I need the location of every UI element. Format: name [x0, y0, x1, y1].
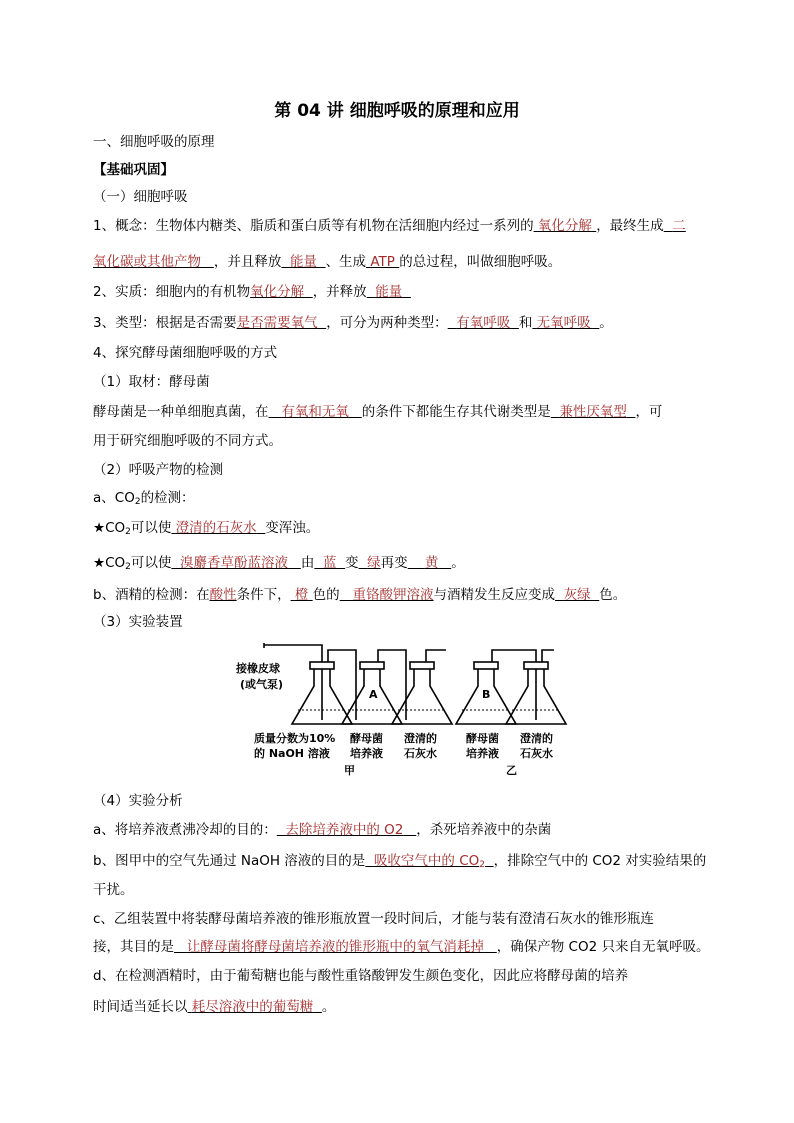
answer-blank: 能量 — [289, 254, 317, 270]
analysis-c-1: c、乙组装置中将装酵母菌培养液的锥形瓶放置一段时间后，才能与装有澄清石灰水的锥形瓶连 — [93, 911, 654, 927]
lime-label-3: 澄清的 — [520, 732, 553, 745]
answer-blank: 酸性 — [209, 587, 237, 603]
answer-blank: 二 — [672, 218, 686, 234]
apparatus-diagram — [236, 640, 576, 780]
analysis-b-1: b、图甲中的空气先通过 NaOH 溶液的目的是 吸收空气中的 $CO_2$ ，排除空气中的 CO2 对实验结果的 — [93, 853, 707, 870]
answer-blank: 黄 — [424, 555, 439, 571]
answer-blank: 耗尽溶液中的葡萄糖 — [191, 999, 314, 1015]
answer-blank: 让酵母菌将酵母菌培养液的锥形瓶中的氧气消耗掉 — [186, 939, 484, 955]
page-title: 第 04 讲 细胞呼吸的原理和应用 — [274, 101, 520, 121]
answer-blank: 蓝 — [322, 555, 337, 571]
alcohol-test: b、酒精的检测：在酸性条件下， 橙 色的 重铬酸钾溶液与酒精发生反应变成 灰绿 色。 — [93, 587, 627, 603]
yeast-a-label-2: 培养液 — [350, 747, 383, 760]
answer-blank: 溴麝香草酚蓝溶液 — [179, 555, 288, 571]
lime-label-1: 澄清的 — [404, 732, 437, 745]
subsection-heading: （一）细胞呼吸 — [93, 189, 188, 205]
answer-blank: 橙 — [294, 587, 309, 603]
answer-blank: 氧化碳或其他产物 — [93, 254, 201, 270]
analysis-label: （4）实验分析 — [93, 793, 183, 809]
naoh-label-2: 的 NaOH 溶液 — [254, 747, 330, 760]
answer-blank: 灰绿 — [563, 587, 591, 603]
answer-blank: 氧化分解 — [537, 218, 592, 234]
concept-text: 1、概念：生物体内糖类、脂质和蛋白质等有机物在活细胞内经过一系列的 — [93, 218, 534, 234]
concept-line-1: 1、概念：生物体内糖类、脂质和蛋白质等有机物在活细胞内经过一系列的 氧化分解 ，最终生成 二 — [93, 218, 686, 234]
essence-line: 2、实质：细胞内的有机物氧化分解 ，并释放 能量 — [93, 282, 411, 302]
yeast-b-label-2: 培养液 — [466, 747, 499, 760]
group-jia-label: 甲 — [344, 764, 355, 777]
analysis-d-2: 时间适当延长以 耗尽溶液中的葡萄糖 。 — [93, 999, 336, 1015]
lime-label-4: 石灰水 — [520, 747, 553, 760]
flask-a-label: A — [369, 688, 378, 701]
analysis-c-2: 接，其目的是 让酵母菌将酵母菌培养液的锥形瓶中的氧气消耗掉 ，确保产物 CO2 只来自无氧呼吸。 — [93, 939, 710, 955]
concept-line-2: 氧化碳或其他产物 ，并且释放 能量 、生成 ATP 的总过程，叫做细胞呼吸。 — [93, 254, 562, 270]
yeast-a-label-1: 酵母菌 — [350, 732, 383, 745]
explore-heading: 4、探究酵母菌细胞呼吸的方式 — [93, 345, 278, 361]
yeast-line-1: 酵母菌是一种单细胞真菌，在 有氧和无氧 的条件下都能生存其代谢类型是 兼性厌氧型 ，可 — [93, 404, 663, 420]
analysis-a: a、将培养液煮沸冷却的目的： 去除培养液中的 O2 ，杀死培养液中的杂菌 — [93, 822, 552, 838]
analysis-b-2: 干扰。 — [93, 882, 134, 898]
flask-b-label: B — [482, 688, 491, 701]
yeast-line-2: 用于研究细胞呼吸的不同方式。 — [93, 433, 282, 449]
lime-label-2: 石灰水 — [404, 747, 437, 760]
pump-label: 接橡皮球 — [236, 662, 280, 675]
material-label: （1）取材：酵母菌 — [93, 374, 210, 390]
answer-blank: 吸收空气中的 $CO_2$ — [373, 853, 485, 870]
answer-blank: 兼性厌氧型 — [559, 404, 627, 420]
answer-blank: 去除培养液中的 O2 — [285, 822, 404, 838]
co2-label: a、$CO_2$的检测： — [93, 490, 195, 507]
answer-blank: 澄清的石灰水 — [175, 520, 257, 536]
group-yi-label: 乙 — [506, 764, 517, 777]
co2-test-a: $★CO_2$可以使 澄清的石灰水 变浑浊。 — [93, 520, 320, 537]
answer-blank: ATP — [370, 254, 395, 270]
yeast-b-label-1: 酵母菌 — [466, 732, 499, 745]
answer-blank: 氧化分解 — [250, 284, 305, 300]
answer-blank: 有氧和无氧 — [281, 404, 349, 420]
answer-blank: 无氧呼吸 — [536, 315, 591, 331]
analysis-d-1: d、在检测酒精时，由于葡萄糖也能与酸性重铬酸钾发生颜色变化，因此应将酵母菌的培养 — [93, 968, 629, 984]
types-line: 3、类型：根据是否需要是否需要氧气 ，可分为两种类型： 有氧呼吸 和 无氧呼吸 。 — [93, 315, 613, 331]
basic-heading: 【基础巩固】 — [93, 162, 174, 178]
detect-label: （2）呼吸产物的检测 — [93, 462, 224, 478]
answer-blank: 重铬酸钾溶液 — [352, 587, 434, 603]
answer-blank: 能量 — [375, 284, 403, 300]
pump-label-2: (或气泵) — [240, 678, 284, 691]
naoh-label-1: 质量分数为10% — [254, 732, 336, 745]
answer-blank: 绿 — [367, 555, 381, 571]
answer-blank: 是否需要氧气 — [236, 315, 318, 331]
answer-blank: 有氧呼吸 — [456, 315, 511, 331]
section-heading: 一、细胞呼吸的原理 — [93, 134, 215, 150]
co2-test-b: $★CO_2$可以使 溴麝香草酚蓝溶液 由 蓝 变 绿再变 黄 。 — [93, 555, 465, 572]
apparatus-label: （3）实验装置 — [93, 614, 183, 630]
